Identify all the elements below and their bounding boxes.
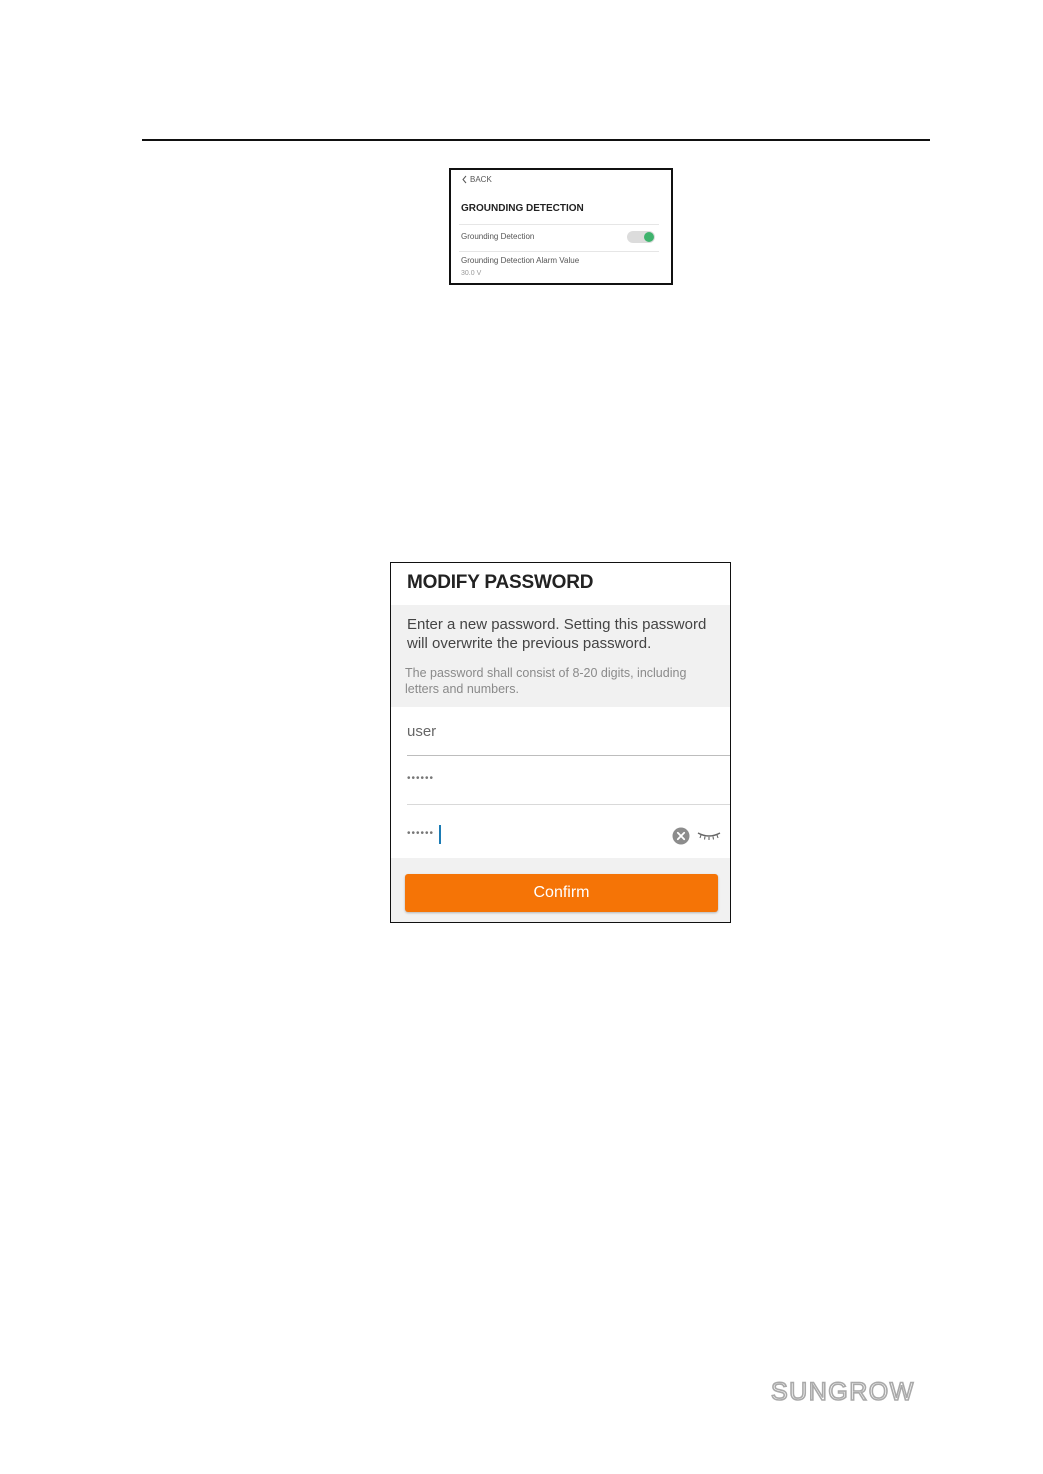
- new-password-value: ••••••: [407, 773, 435, 784]
- page-title: GROUNDING DETECTION: [461, 203, 584, 214]
- instruction-text: Enter a new password. Setting this password will overwrite the previous password.: [407, 616, 707, 652]
- username-field[interactable]: [407, 707, 730, 756]
- grounding-detection-toggle[interactable]: [627, 231, 655, 243]
- header-rule: [142, 139, 930, 141]
- password-footer: [391, 858, 730, 922]
- grounding-detection-row: [459, 224, 659, 250]
- confirm-password-value: ••••••: [407, 828, 435, 839]
- clear-icon[interactable]: [672, 827, 690, 845]
- new-password-field[interactable]: [407, 756, 730, 805]
- eye-closed-icon[interactable]: [697, 830, 721, 842]
- grounding-detection-label: Grounding Detection: [461, 232, 535, 241]
- chevron-left-icon: [461, 175, 468, 184]
- svg-text:SUNGROW: SUNGROW: [771, 1378, 915, 1405]
- confirm-password-field[interactable]: [407, 805, 730, 858]
- back-button[interactable]: [461, 175, 492, 184]
- toggle-knob: [644, 232, 654, 242]
- modify-password-screenshot: [390, 562, 731, 923]
- page-title: MODIFY PASSWORD: [407, 572, 594, 593]
- sungrow-logo: [771, 1377, 931, 1405]
- alarm-value-row[interactable]: [459, 251, 659, 282]
- username-value: user: [407, 723, 437, 740]
- alarm-value-label: Grounding Detection Alarm Value: [461, 256, 580, 265]
- alarm-value: 30.0 V: [461, 270, 482, 277]
- password-hint: The password shall consist of 8-20 digits, including letters and numbers.: [405, 666, 687, 696]
- back-label: BACK: [470, 175, 492, 184]
- password-info-panel: [391, 605, 730, 707]
- grounding-detection-screenshot: [449, 168, 673, 285]
- text-caret: [439, 825, 441, 844]
- password-header: [391, 563, 730, 605]
- confirm-button[interactable]: Confirm: [405, 874, 718, 912]
